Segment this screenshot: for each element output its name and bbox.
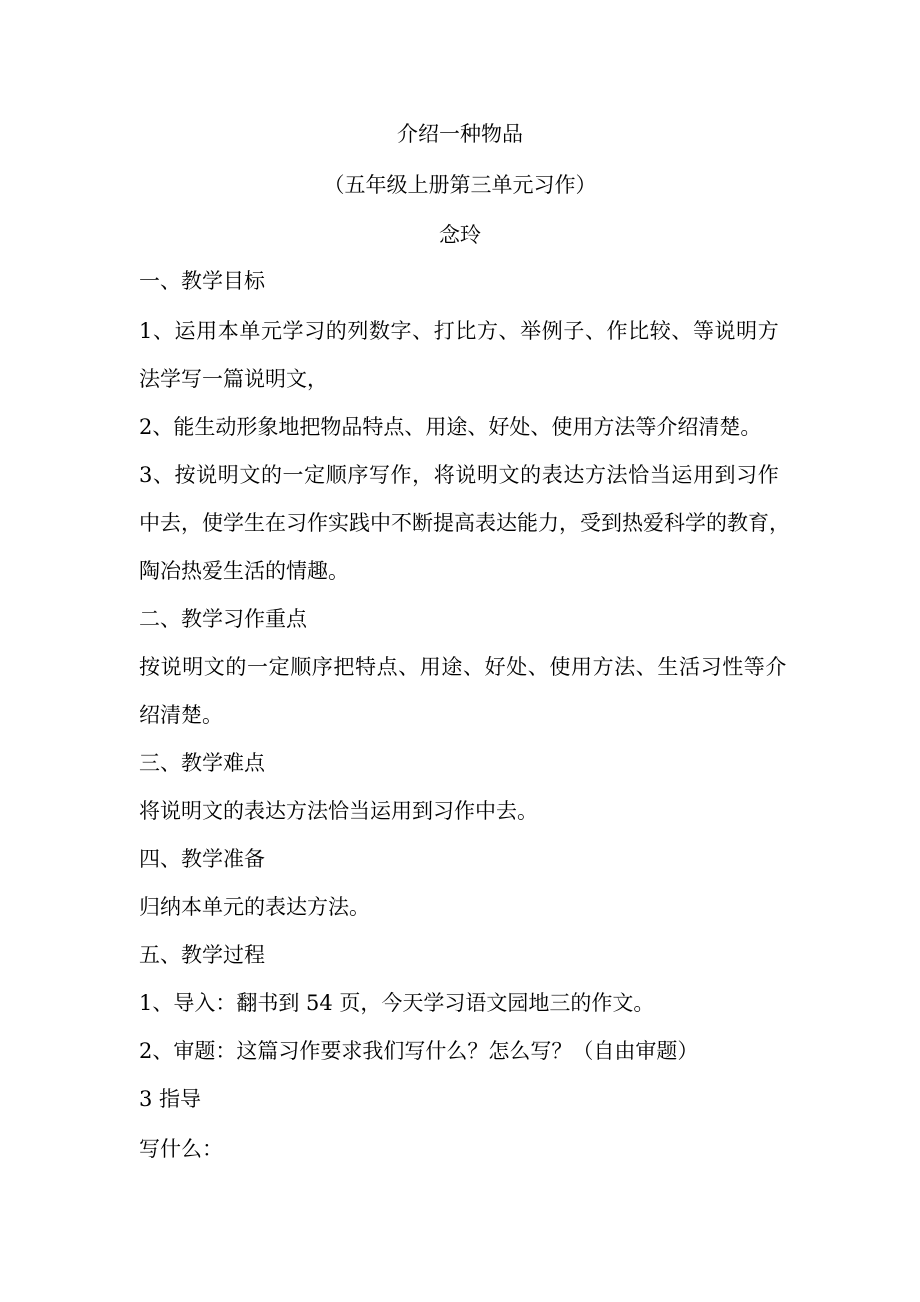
document-title: 介绍一种物品	[397, 122, 523, 146]
body-line: 1、运用本单元学习的列数字、打比方、举例子、作比较、等说明方	[139, 319, 780, 343]
section-heading-preparation: 四、教学准备	[139, 847, 265, 871]
body-line: 法学写一篇说明文，	[139, 367, 328, 391]
document-author: 念玲	[439, 223, 481, 247]
section-heading-difficulties: 三、教学难点	[139, 751, 265, 775]
body-line: 写什么：	[139, 1137, 223, 1161]
body-line: 2、能生动形象地把物品特点、用途、好处、使用方法等介绍清楚。	[139, 415, 762, 439]
body-line: 3 指导	[139, 1087, 202, 1111]
document-subtitle: （五年级上册第三单元习作）	[323, 173, 597, 197]
section-heading-key-points: 二、教学习作重点	[139, 607, 307, 631]
body-line: 3、按说明文的一定顺序写作，将说明文的表达方法恰当运用到习作	[139, 463, 780, 487]
body-line: 将说明文的表达方法恰当运用到习作中去。	[139, 799, 538, 823]
section-heading-objectives: 一、教学目标	[139, 269, 265, 293]
body-line: 按说明文的一定顺序把特点、用途、好处、使用方法、生活习性等介	[139, 655, 787, 679]
body-line: 归纳本单元的表达方法。	[139, 895, 370, 919]
body-line: 1、导入：翻书到 54 页，今天学习语文园地三的作文。	[139, 991, 655, 1015]
body-line: 绍清楚。	[139, 703, 223, 727]
body-line: 陶冶热爱生活的情趣。	[139, 559, 349, 583]
body-line: 2、审题：这篇习作要求我们写什么？怎么写？（自由审题）	[139, 1039, 699, 1063]
body-line: 中去，使学生在习作实践中不断提高表达能力，受到热爱科学的教育，	[139, 511, 790, 535]
section-heading-process: 五、教学过程	[139, 943, 265, 967]
